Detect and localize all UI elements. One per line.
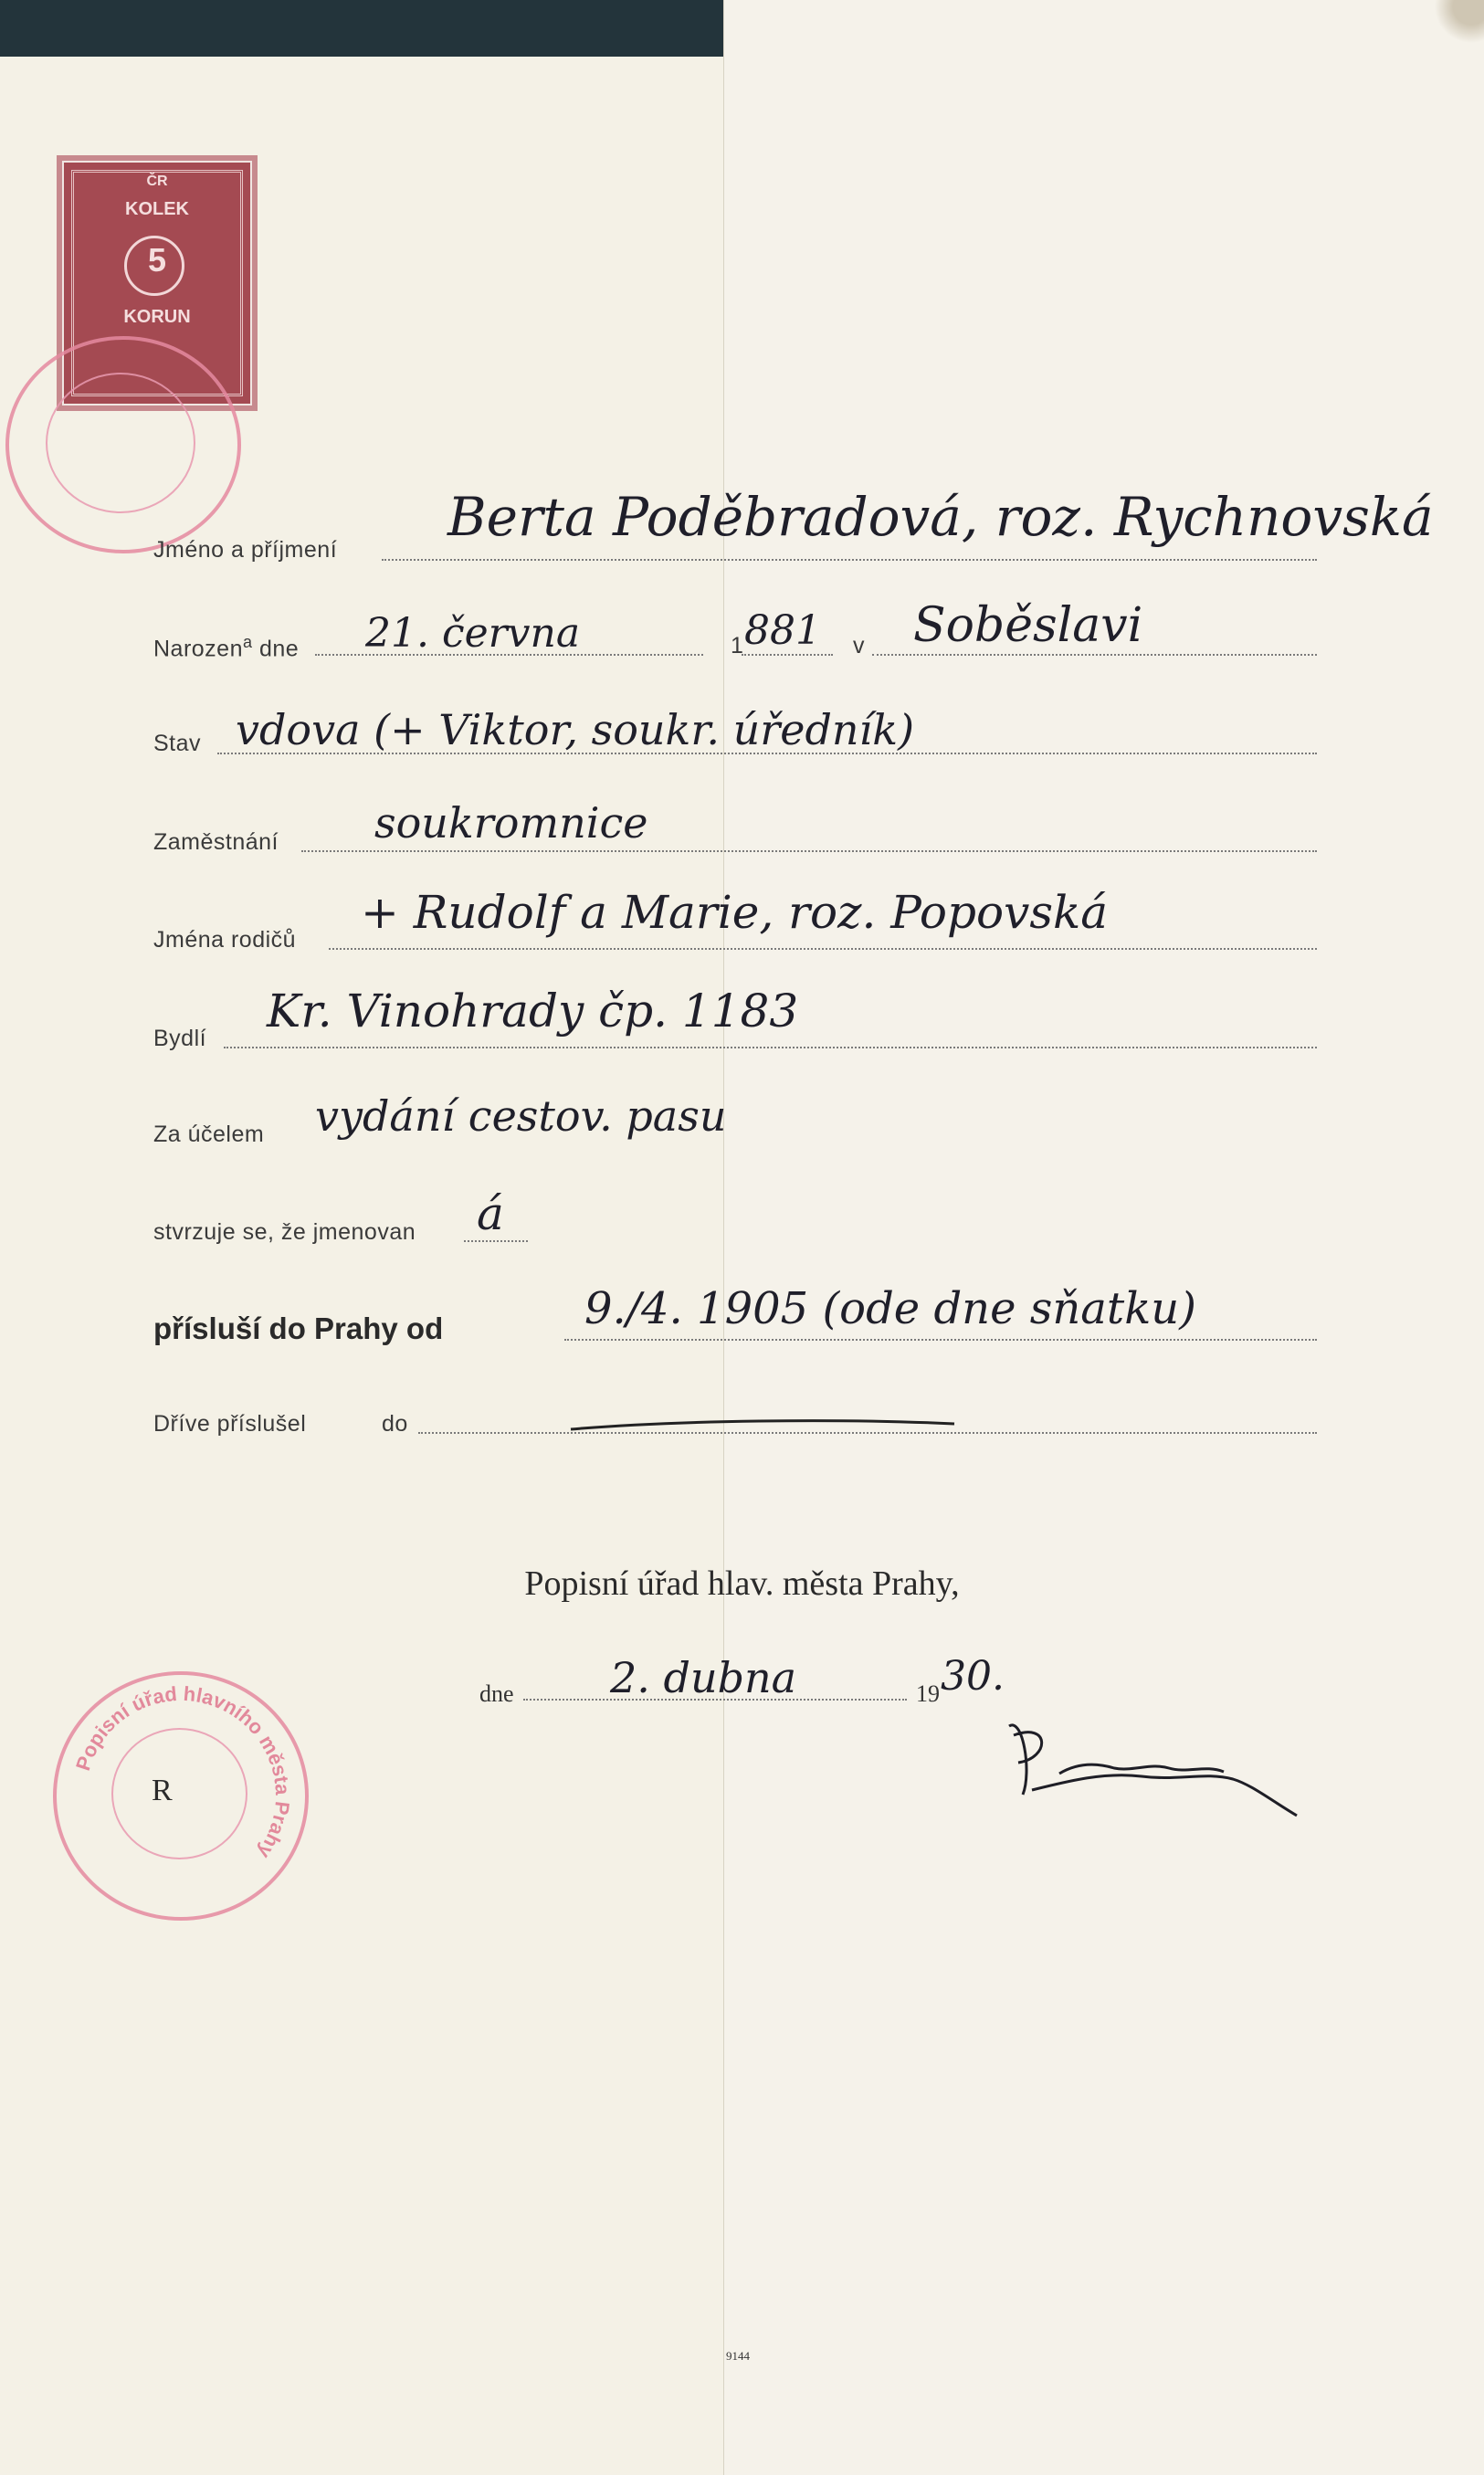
confirm-value: á bbox=[477, 1187, 504, 1240]
stamp-value: 5 bbox=[147, 241, 167, 279]
occupation-label: Zaměstnání bbox=[153, 829, 279, 855]
born-place-line bbox=[872, 654, 1317, 656]
occupation-line bbox=[301, 850, 1317, 852]
previous-label: Dříve příslušel bbox=[153, 1411, 307, 1437]
residence-value: Kr. Vinohrady čp. 1183 bbox=[267, 985, 799, 1037]
stamp-word: KOLEK bbox=[125, 199, 189, 219]
seal-top-left bbox=[5, 336, 241, 553]
svg-text:Popisní úřad hlavního města Pr bbox=[71, 1682, 294, 1863]
name-label: Jméno a příjmení bbox=[153, 537, 338, 563]
status-label: Stav bbox=[153, 731, 202, 756]
scan-background bbox=[0, 0, 731, 57]
paper-fold-right bbox=[723, 0, 1484, 2475]
belongs-value: 9./4. 1905 (ode dne sňatku) bbox=[584, 1283, 1196, 1334]
born-day-value: 21. června bbox=[365, 610, 581, 657]
parents-label: Jména rodičů bbox=[153, 927, 297, 953]
date-value: 2. dubna bbox=[610, 1653, 797, 1702]
previous-dash-stroke bbox=[566, 1411, 959, 1438]
occupation-value: soukromnice bbox=[374, 798, 648, 848]
born-label: Narozen$^a$ dne bbox=[153, 633, 300, 662]
date-year-prefix: 19 bbox=[916, 1680, 940, 1707]
status-value: vdova (+ Viktor, soukr. úředník) bbox=[236, 705, 915, 754]
confirm-line bbox=[464, 1240, 528, 1242]
seal-bottom bbox=[53, 1671, 309, 1921]
date-label: dne bbox=[479, 1680, 514, 1707]
name-line bbox=[382, 559, 1317, 561]
date-year-value: 30. bbox=[941, 1653, 1005, 1700]
seal-text: Popisní úřad hlavního města Prahy bbox=[71, 1681, 295, 1863]
parents-value: + Rudolf a Marie, roz. Popovská bbox=[361, 886, 1109, 939]
name-value: Berta Poděbradová, roz. Rychnovská bbox=[447, 486, 1434, 548]
belongs-line bbox=[564, 1339, 1317, 1341]
purpose-value: vydání cestov. pasu bbox=[315, 1091, 727, 1141]
born-year-prefix: 1 bbox=[731, 633, 744, 658]
stamp-currency: KORUN bbox=[123, 307, 191, 327]
parents-line bbox=[329, 948, 1317, 950]
purpose-label: Za účelem bbox=[153, 1122, 265, 1147]
footer-code: 9144 bbox=[726, 2349, 750, 2363]
previous-to-label: do bbox=[382, 1411, 408, 1437]
seal-mark: R bbox=[152, 1774, 173, 1807]
born-year-value: 881 bbox=[744, 607, 821, 654]
confirm-label: stvrzuje se, že jmenovan bbox=[153, 1219, 416, 1245]
corner-stain bbox=[1420, 0, 1484, 64]
belongs-label: přísluší do Prahy od bbox=[153, 1311, 444, 1345]
stamp-country: ČR bbox=[146, 174, 168, 189]
seal-ring-text bbox=[57, 1675, 305, 1917]
residence-line bbox=[224, 1047, 1317, 1048]
residence-label: Bydlí bbox=[153, 1026, 207, 1051]
born-year-line bbox=[742, 654, 833, 656]
office-title: Popisní úřad hlav. města Prahy, bbox=[524, 1564, 960, 1603]
born-place-label: v bbox=[853, 633, 865, 658]
signature-drawing bbox=[995, 1708, 1306, 1827]
born-place-value: Soběslavi bbox=[913, 598, 1143, 653]
